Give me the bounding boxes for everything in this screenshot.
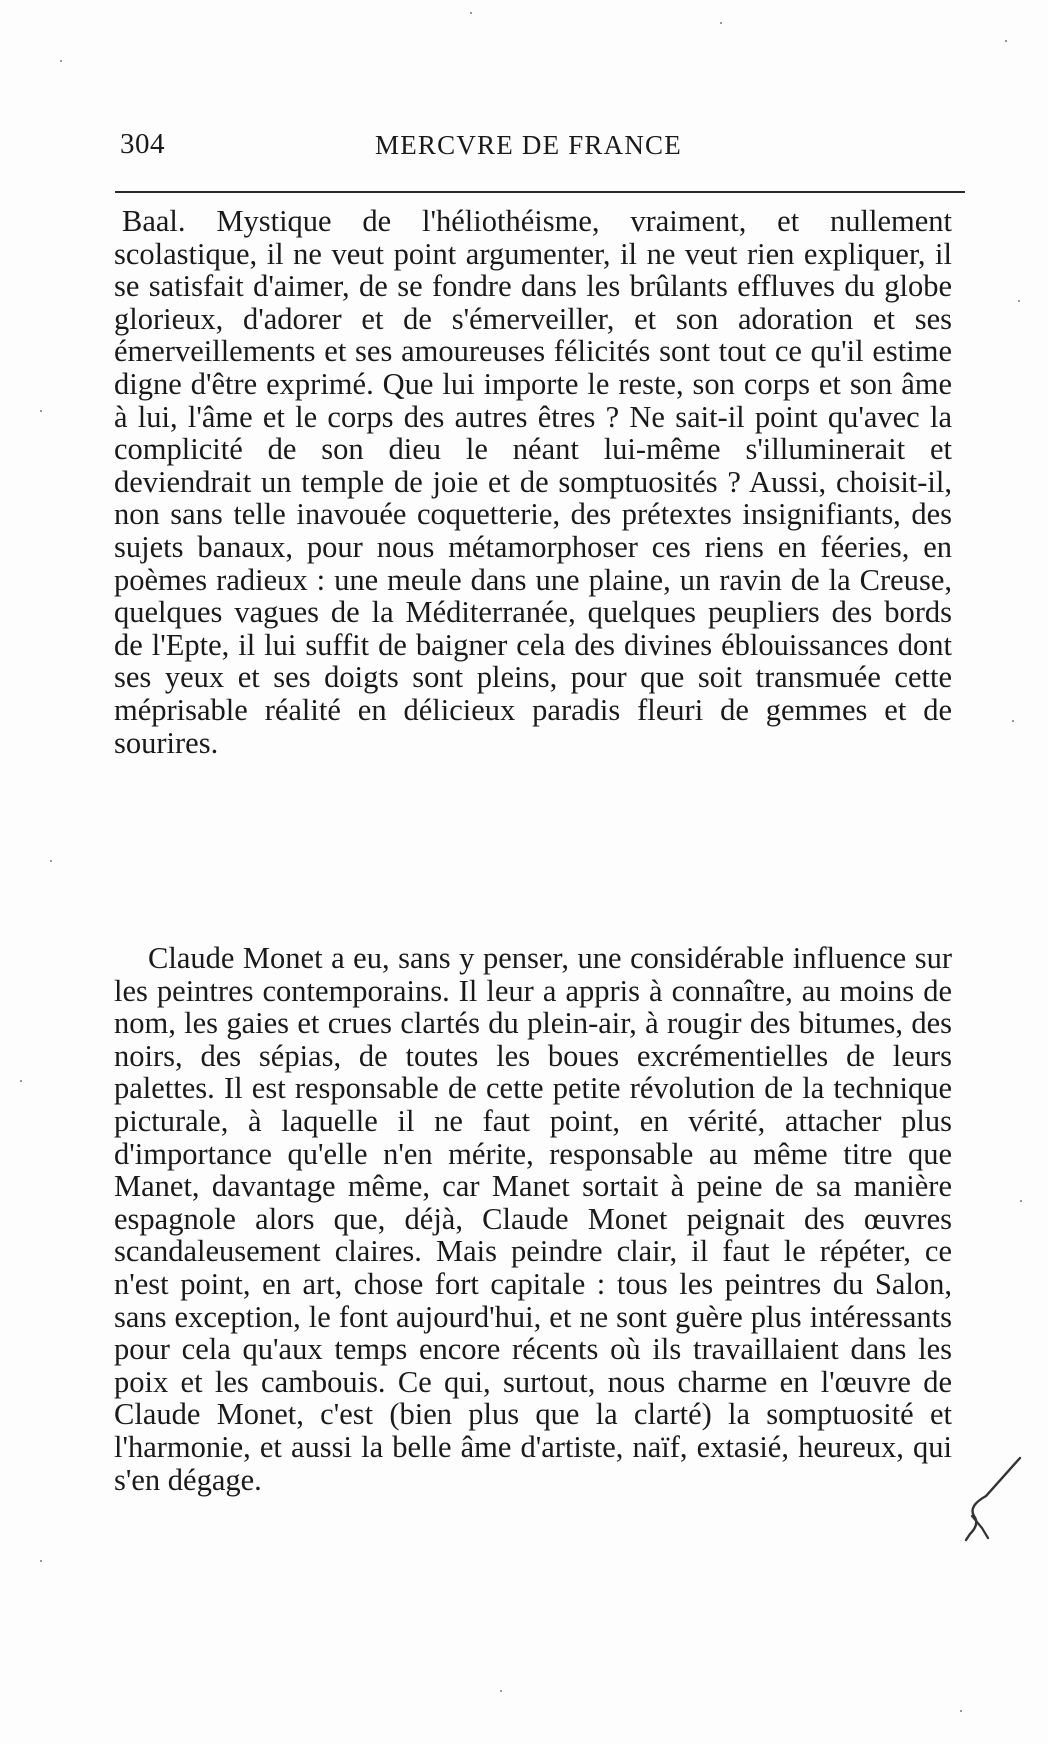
- speck: [50, 860, 52, 862]
- paragraph-1: Baal. Mystique de l'héliothéisme, vraiment, et nullement scolastique, il ne veut point argumenter, il ne veut rien expliquer, il se satisfait d'aimer, de se fondre dans les brûlants effluves du globe glorieux, d'adorer et de s'émerveiller, et son adoration et ses émerveillements et ses amoureuses félicités sont tout ce qu'il estime digne d'être exprimé. Que lui importe le reste, son corps et son âme à lui, l'âme et le corps des autres êtres ? Ne sait-il point qu'avec la complicité de son dieu le néant lui-même s'illuminerait et deviendrait un temple de joie et de somptuosités ? Aussi, choisit-il, non sans telle inavouée coquetterie, des prétextes insignifiants, des sujets banaux, pour nous métamorphoser ces riens en féeries, en poèmes radieux : une meule dans une plaine, un ravin de la Creuse, quelques vagues de la Méditerranée, quelques peupliers des bords de l'Epte, il lui suffit de baigner cela des divines éblouissances dont ses yeux et ses doigts sont pleins, pour que soit transmuée cette méprisable réalité en délicieux paradis fleuri de gemmes et de sourires.: [114, 204, 952, 760]
- handwritten-pencil-mark-icon: [958, 1452, 1028, 1552]
- paragraph-2: Claude Monet a eu, sans y penser, une considérable influence sur les peintres contemporains. Il leur a appris à connaître, au moins de nom, les gaies et crues clartés du plein-air, à rougir des bitumes, des noirs, des sépias, de toutes les boues excrémentielles de leurs palettes. Il est responsable de cette petite révolution de la technique picturale, à laquelle il ne faut point, en vérité, attacher plus d'importance qu'elle n'en mérite, responsable au même titre que Manet, davantage même, car Manet sortait à peine de sa manière espagnole alors que, déjà, Claude Monet peignait des œuvres scandaleusement claires. Mais peindre clair, il faut le répéter, ce n'est point, en art, chose fort capitale : tous les peintres du Salon, sans exception, le font aujourd'hui, et ne sont guère plus intéressants pour cela qu'aux temps encore récents où ils travaillaient dans les poix et les cambouis. Ce qui, surtout, nous charme en l'œuvre de Claude Monet, c'est (bien plus que la clarté) la somptuosité et l'harmonie, et aussi la belle âme d'artiste, naïf, extasié, heureux, qui s'en dégage.: [114, 941, 952, 1497]
- speck: [1018, 300, 1020, 302]
- speck: [20, 1080, 22, 1082]
- speck: [720, 22, 722, 24]
- running-title: MERCVRE DE FRANCE: [375, 130, 682, 160]
- speck: [60, 60, 62, 62]
- header-rule: [115, 191, 965, 193]
- speck: [1020, 1200, 1022, 1202]
- speck: [1012, 720, 1014, 722]
- speck: [40, 1560, 42, 1562]
- page-number: 304: [120, 128, 165, 160]
- speck: [40, 410, 42, 412]
- speck: [960, 1710, 962, 1712]
- speck: [1005, 40, 1007, 42]
- speck: [470, 12, 472, 14]
- speck: [500, 1690, 502, 1692]
- page-header: [120, 128, 960, 168]
